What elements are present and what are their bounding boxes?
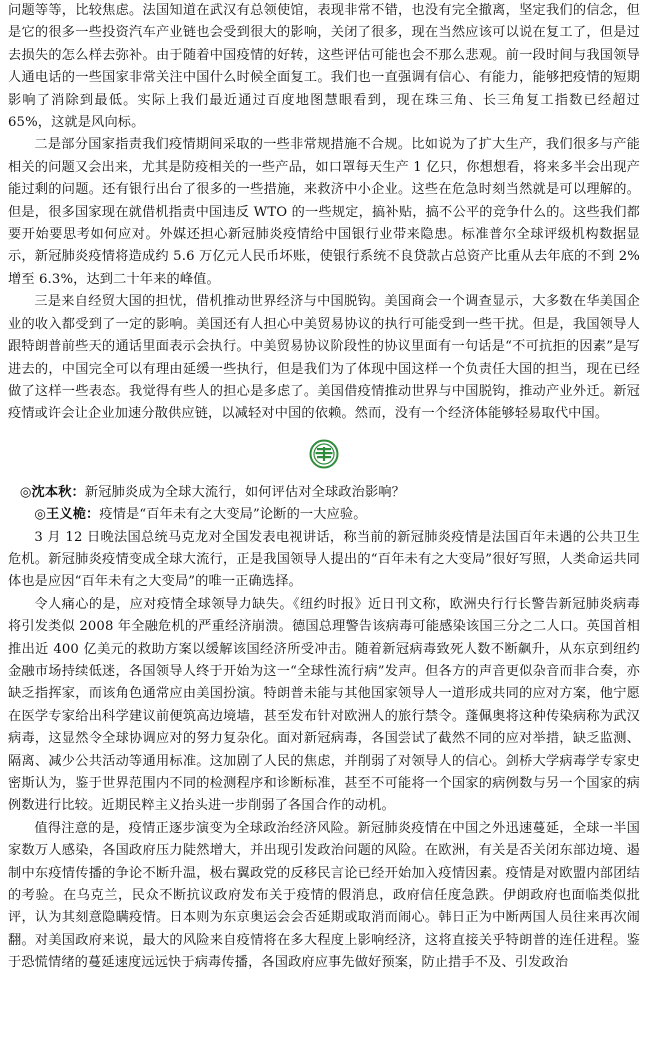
question-speaker: ◎沈本秋：	[19, 484, 85, 500]
paragraph: 值得注意的是，疫情正逐步演变为全球政治经济风险。新冠肺炎疫情在中国之外迅速蔓延，全球一半国家数万人感染，各国政府压力陡然增大，并出现引发政治问题的风险。在欧洲，有关是否关闭东部边境、遏制中东疫情传播的争论不断升温，极右翼政党的反移民言论已经开始加入疫情因素。疫情是对欧盟内部团结的考验。在乌克兰，民众不断抗议政府发布关于疫情的假消息，政府信任度急跌。伊朗政府也面临类似批评，认为其刻意隐瞒疫情。日本则为东京奥运会会否延期或取消而闹心。韩日正为中断两国人员往来再次闹翻。对美国政府来说，最大的风险来自疫情将在多大程度上影响经济，这将直接关乎特朗普的连任进程。鉴于恐慌情绪的蔓延速度远远快于病毒传播，各国政府应事先做好预案，防止措手不及、引发政治	[8, 820, 640, 971]
paragraph: 令人痛心的是，应对疫情全球领导力缺失。《纽约时报》近日刊文称，欧洲央行行长警告新冠肺炎病毒将引发类似 2008 年全融危机的严重经济崩溃。德国总理警告该病毒可能感染该国三分之二人口。英国首相推出近 400 亿美元的救助方案以缓解该国经济所受冲击。随着新冠病毒致死人数不断飙升，从东京到纽约金融市场持续低迷，各国领导人终于开始为这一“全球性流行病”发声。但各方的声音更似杂音而非合奏，亦缺乏指挥家，而该角色通常应由美国扮演。特朗普未能与其他国家领导人一道形成共同的应对方案，他宁愿在医学专家给出科学建议前便筑高边境墙，甚至发布针对欧洲人的旅行禁令。蓬佩奥将这种传染病称为武汉病毒，这显然令全球协调应对的努力复杂化。面对新冠病毒，各国尝试了截然不同的应对举措，缺乏监测、隔离、减少公共活动等通用标准。这加剧了人民的焦虑，并削弱了对领导人的信心。剑桥大学病毒学专家史密斯认为，鉴于世界范围内不同的检测程序和诊断标准，甚至不可能将一个国家的病例数与另一个国家的病例数进行比较。近期民粹主义抬头进一步削弱了各国合作的动机。	[8, 596, 640, 814]
section-divider	[8, 426, 640, 482]
document-page	[8, 0, 640, 1049]
answer-text: 疫情是“百年未有之大变局”论断的一大应验。	[99, 507, 367, 523]
paragraph: 问题等等，比较焦虑。法国知道在武汉有总领使馆，表现非常不错，也没有完全撤离，坚定我们的信念，但是它的很多一些投资汽车产业链也会受到很大的影响，关闭了很多，现在当然应该可以说在复工了，但是过去损失的怎么样去弥补。由于随着中国疫情的好转，这些评估可能也会不那么悲观。前一段时间与我国领导人通电话的一些国家非常关注中国什么时候全面复工。我们也一直强调有信心、有能力，能够把疫情的短期影响了消除到最低。实际上我们最近通过百度地图慧眼看到，现在珠三角、长三角复工指数已经超过 65%，这就是风向标。	[8, 3, 640, 131]
answer-line	[8, 504, 640, 526]
question-text: 新冠肺炎成为全球大流行，如何评估对全球政治影响？	[84, 484, 405, 500]
paragraph: 3 月 12 日晚法国总统马克龙对全国发表电视讲话，称当前的新冠肺炎疫情是法国百年未遇的公共卫生危机。新冠肺炎疫情变成全球大流行，正是我国领导人提出的“百年未有之大变局”很好写照，人类命运共同体也是应因“百年未有之大变局”的唯一正确选择。	[8, 529, 640, 590]
paragraph: 三是来自经贸大国的担忧，借机推动世界经济与中国脱钩。美国商会一个调查显示，大多数在华美国企业的收入都受到了一定的影响。美国还有人担心中美贸易协议的执行可能受到一些干扰。但是，我国领导人跟特朗普前些天的通话里面表示会执行。中美贸易协议阶段性的协议里面有一句话是“不可抗拒的因素”是写进去的，中国完全可以有理由延缓一些执行，但是我们为了体现中国这样一个负责任大国的担当，现在已经做了这样一些表态。我觉得有些人的担心是多虑了。美国借疫情推动世界与中国脱钩，推动产业外迁。新冠疫情或许会让企业加速分散供应链，以减轻对中国的依赖。然而，没有一个经济体能够轻易取代中国。	[8, 294, 640, 422]
answer-speaker: ◎王义桅：	[34, 507, 100, 523]
question-line	[8, 482, 640, 504]
ornament-emblem-icon	[309, 439, 339, 469]
paragraph: 二是部分国家指责我们疫情期间采取的一些非常规措施不合规。比如说为了扩大生产，我们很多与产能相关的问题又会出来，尤其是防疫相关的一些产品，如口罩每天生产 1 亿只，你想想看，将来多半会出现产能过剩的问题。还有银行出台了很多的一些措施，来救济中小企业。这些在危急时刻当然就是可以理解的。但是，很多国家现在就借机指责中国违反 WTO 的一些规定，搞补贴，搞不公平的竞争什么的。这些我们都要开始要思考如何应对。外媒还担心新冠肺炎疫情给中国银行业带来隐患。标准普尔全球评级机构数据显示，新冠肺炎疫情将造成约 5.6 万亿元人民币坏账，使银行系统不良贷款占总资产比重从去年底的不到 2%增至 6.3%，达到二十年来的峰值。	[8, 137, 640, 287]
